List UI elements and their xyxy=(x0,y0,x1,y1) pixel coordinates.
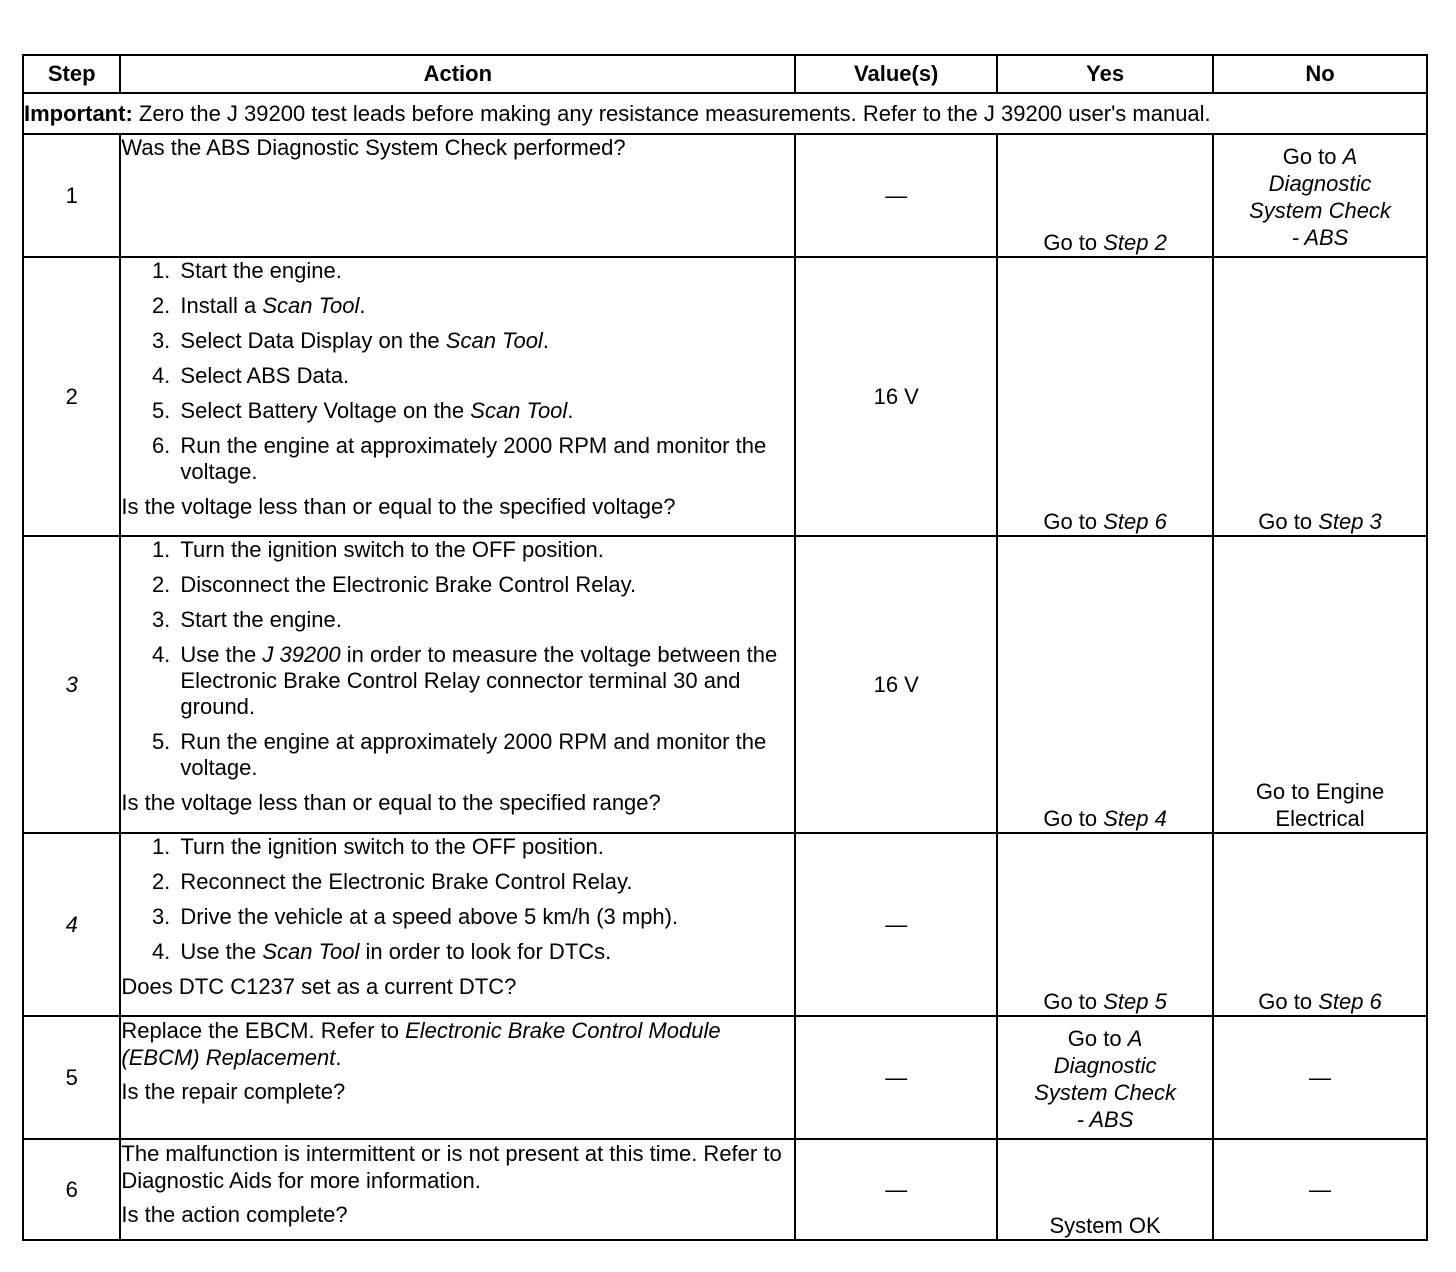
header-yes: Yes xyxy=(997,55,1213,93)
step-number: 5 xyxy=(23,1016,120,1139)
table-row xyxy=(23,536,1427,833)
value-cell: — xyxy=(795,134,997,257)
action-cell xyxy=(120,536,795,833)
action-step: 2. Reconnect the Electronic Brake Control Relay. xyxy=(176,869,794,895)
yes-cell: Go to Step 6 xyxy=(997,257,1213,536)
action-question: Is the voltage less than or equal to the specified range? xyxy=(121,790,661,815)
header-no: No xyxy=(1213,55,1427,93)
header-row xyxy=(23,55,1427,93)
action-step: 4. Select ABS Data. xyxy=(176,363,794,389)
action-question: Is the voltage less than or equal to the specified voltage? xyxy=(121,494,676,519)
action-steps xyxy=(121,258,794,485)
no-cell: Go to Step 6 xyxy=(1213,833,1427,1016)
action-step: 1. Start the engine. xyxy=(176,258,794,284)
no-cell xyxy=(1213,134,1427,257)
table-row xyxy=(23,833,1427,1016)
value-cell: 16 V xyxy=(795,536,997,833)
action-cell xyxy=(120,1016,795,1139)
action-step: 4. Use the J 39200 in order to measure the voltage between the Electronic Brake Control Relay connector terminal 30 and ground. xyxy=(176,642,794,720)
action-step: 5. Run the engine at approximately 2000 RPM and monitor the voltage. xyxy=(176,729,794,781)
action-step: 3. Drive the vehicle at a speed above 5 km/h (3 mph). xyxy=(176,904,794,930)
action-question: Was the ABS Diagnostic System Check performed? xyxy=(121,135,626,160)
no-cell: — xyxy=(1213,1016,1427,1139)
yes-cell xyxy=(997,134,1213,257)
table-row xyxy=(23,257,1427,536)
important-note xyxy=(23,93,1427,134)
action-cell xyxy=(120,134,795,257)
important-label: Important: xyxy=(24,100,133,126)
diagnostic-table xyxy=(22,54,1428,1241)
yes-cell: Go to Step 5 xyxy=(997,833,1213,1016)
table-row xyxy=(23,134,1427,257)
yes-cell: Go to Step 4 xyxy=(997,536,1213,833)
no-cell: — xyxy=(1213,1139,1427,1240)
yes-target: Step 2 xyxy=(1103,230,1167,255)
action-step: 2. Install a Scan Tool. xyxy=(176,293,794,319)
action-paragraph: Replace the EBCM. Refer to Electronic Brake Control Module (EBCM) Replacement. xyxy=(121,1018,721,1070)
no-prefix: Go to xyxy=(1282,144,1343,169)
value-cell: — xyxy=(795,1139,997,1240)
yes-cell: System OK xyxy=(997,1139,1213,1240)
header-step: Step xyxy=(23,55,120,93)
action-step: 3. Select Data Display on the Scan Tool. xyxy=(176,328,794,354)
table-row xyxy=(23,1016,1427,1139)
action-question: Does DTC C1237 set as a current DTC? xyxy=(121,974,517,999)
important-row xyxy=(23,93,1427,134)
important-text: Zero the J 39200 test leads before making any resistance measurements. Refer to the J 39200 user's manual. xyxy=(132,100,1211,126)
action-paragraph: The malfunction is intermittent or is not present at this time. Refer to Diagnostic Aids for more information. xyxy=(121,1141,782,1193)
action-question: Is the action complete? xyxy=(121,1202,348,1227)
value-cell: 16 V xyxy=(795,257,997,536)
step-number: 4 xyxy=(23,833,120,1016)
header-action: Action xyxy=(120,55,795,93)
action-question: Is the repair complete? xyxy=(121,1079,346,1104)
action-step: 1. Turn the ignition switch to the OFF position. xyxy=(176,834,794,860)
value-cell: — xyxy=(795,833,997,1016)
yes-cell: Go to A Diagnostic System Check - ABS xyxy=(997,1016,1213,1139)
no-cell: Go to Step 3 xyxy=(1213,257,1427,536)
step-number: 6 xyxy=(23,1139,120,1240)
step-number: 3 xyxy=(23,536,120,833)
action-cell xyxy=(120,833,795,1016)
step-number: 2 xyxy=(23,257,120,536)
action-step: 3. Start the engine. xyxy=(176,607,794,633)
no-target: A Diagnostic System Check - ABS xyxy=(1249,144,1391,250)
action-step: 4. Use the Scan Tool in order to look for DTCs. xyxy=(176,939,794,965)
header-values: Value(s) xyxy=(795,55,997,93)
action-step: 6. Run the engine at approximately 2000 RPM and monitor the voltage. xyxy=(176,433,794,485)
action-cell xyxy=(120,257,795,536)
value-cell: — xyxy=(795,1016,997,1139)
action-step: 2. Disconnect the Electronic Brake Control Relay. xyxy=(176,572,794,598)
action-step: 1. Turn the ignition switch to the OFF position. xyxy=(176,537,794,563)
step-number: 1 xyxy=(23,134,120,257)
table-row xyxy=(23,1139,1427,1240)
action-steps xyxy=(121,537,794,781)
action-cell xyxy=(120,1139,795,1240)
action-steps xyxy=(121,834,794,965)
no-cell: Go to Engine Electrical xyxy=(1213,536,1427,833)
yes-prefix: Go to xyxy=(1043,230,1104,255)
action-step: 5. Select Battery Voltage on the Scan Tool. xyxy=(176,398,794,424)
